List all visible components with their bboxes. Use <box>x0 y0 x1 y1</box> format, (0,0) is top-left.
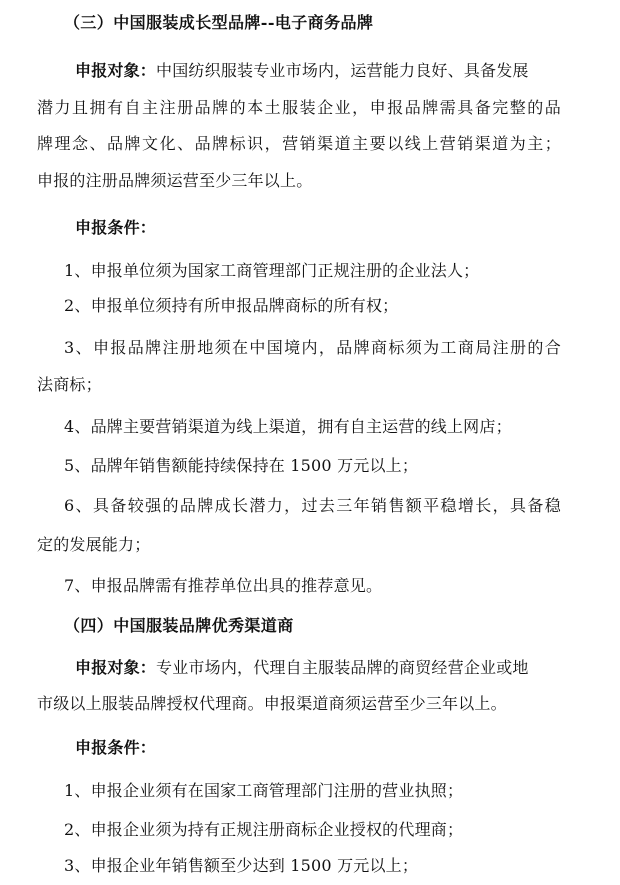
section-heading-3: （三）中国服装成长型品牌--电子商务品牌 <box>64 13 374 32</box>
application-object-text: 中国纺织服装专业市场内，运营能力良好、具备发展 <box>156 61 529 80</box>
application-conditions-label: 申报条件： <box>75 738 157 757</box>
application-object-label: 申报对象： <box>75 658 157 677</box>
condition-item-7: 7、申报品牌需有推荐单位出具的推荐意见。 <box>64 576 383 595</box>
application-object-paragraph <box>75 59 561 83</box>
condition-item-3-continuation: 法商标； <box>37 375 102 394</box>
section-heading-4: （四）中国服装品牌优秀渠道商 <box>64 616 294 635</box>
paragraph-line: 申报的注册品牌须运营至少三年以上。 <box>37 171 313 190</box>
condition-item-3: 3、申报品牌注册地须在中国境内，品牌商标须为工商局注册的合 <box>64 338 561 357</box>
application-object-paragraph <box>75 656 561 680</box>
condition-item-6-continuation: 定的发展能力； <box>37 535 151 554</box>
paragraph-line: 牌理念、品牌文化、品牌标识，营销渠道主要以线上营销渠道为主； <box>37 134 561 153</box>
paragraph-line: 市级以上服装品牌授权代理商。申报渠道商须运营至少三年以上。 <box>37 694 507 713</box>
application-object-label: 申报对象： <box>75 61 157 80</box>
condition-item-2: 2、申报单位须持有所申报品牌商标的所有权； <box>64 296 399 315</box>
condition-item-2: 2、申报企业须为持有正规注册商标企业授权的代理商； <box>64 820 464 839</box>
paragraph-line: 潜力且拥有自主注册品牌的本土服装企业，申报品牌需具备完整的品 <box>37 98 561 117</box>
condition-item-1: 1、申报企业须有在国家工商管理部门注册的营业执照； <box>64 781 464 800</box>
application-object-text: 专业市场内，代理自主服装品牌的商贸经营企业或地 <box>156 658 529 677</box>
condition-item-3: 3、申报企业年销售额至少达到 1500 万元以上； <box>64 856 419 875</box>
condition-item-1: 1、申报单位须为国家工商管理部门正规注册的企业法人； <box>64 261 480 280</box>
application-conditions-label: 申报条件： <box>75 218 157 237</box>
condition-item-4: 4、品牌主要营销渠道为线上渠道，拥有自主运营的线上网店； <box>64 417 512 436</box>
condition-item-5: 5、品牌年销售额能持续保持在 1500 万元以上； <box>64 456 419 475</box>
condition-item-6: 6、具备较强的品牌成长潜力，过去三年销售额平稳增长，具备稳 <box>64 496 561 515</box>
